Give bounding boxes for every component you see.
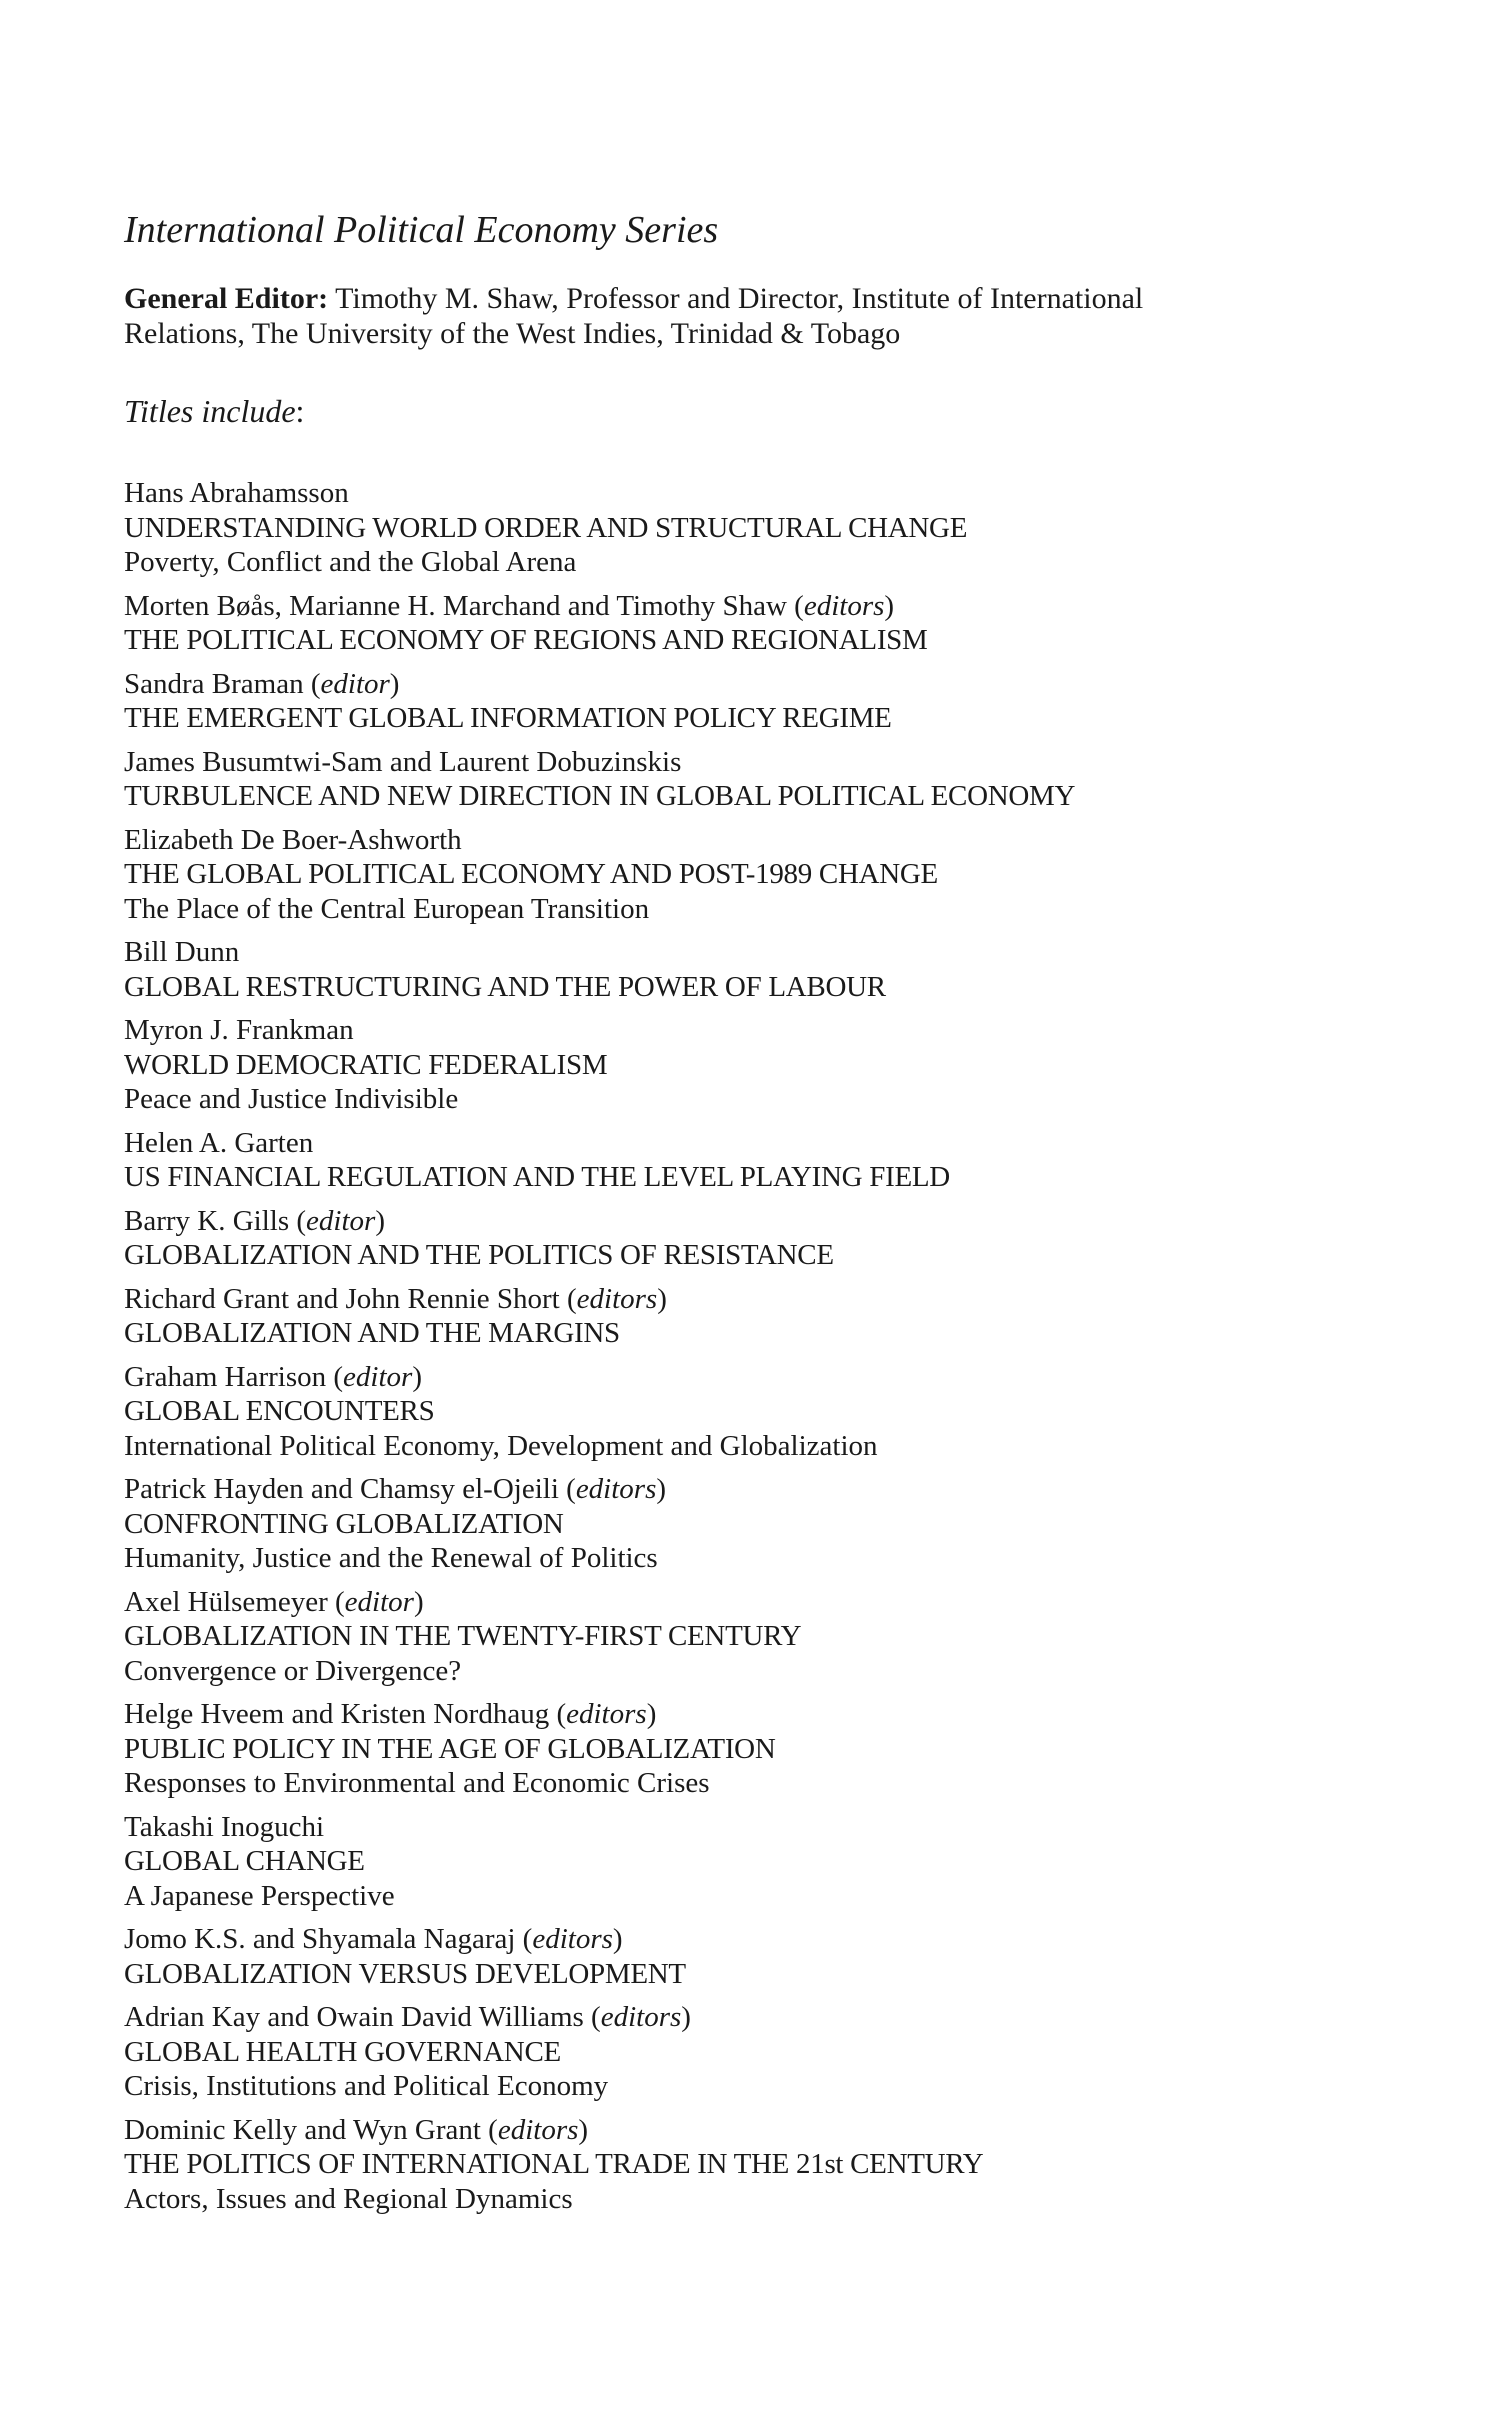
entry-author-line: Barry K. Gills (editor) (124, 1204, 385, 1237)
entry-title: GLOBAL RESTRUCTURING AND THE POWER OF LABOUR (124, 970, 886, 1003)
entry-title: THE POLITICAL ECONOMY OF REGIONS AND REGIONALISM (124, 624, 928, 656)
title-entry (124, 1472, 1324, 1576)
entry-editor-role: editor (344, 1585, 414, 1618)
entry-subtitle: Humanity, Justice and the Renewal of Politics (124, 1542, 658, 1574)
entry-title: GLOBALIZATION IN THE TWENTY-FIRST CENTURY (124, 1620, 802, 1652)
entry-author: Patrick Hayden and Chamsy el-Ojeili (124, 1473, 567, 1505)
entry-author: Jomo K.S. and Shyamala Nagaraj (124, 1923, 523, 1955)
titles-include-colon: : (295, 393, 305, 429)
entry-subtitle: A Japanese Perspective (124, 1879, 395, 1912)
general-editor-label: General Editor: (124, 282, 329, 315)
entry-title: WORLD DEMOCRATIC FEDERALISM (124, 1048, 608, 1081)
entry-title: US FINANCIAL REGULATION AND THE LEVEL PLAYING FIELD (124, 1161, 950, 1193)
entry-subtitle: Actors, Issues and Regional Dynamics (124, 2182, 573, 2215)
entry-editor-role: editor (343, 1360, 413, 1393)
entry-subtitle: Crisis, Institutions and Political Economy (124, 2070, 609, 2102)
title-entry (124, 745, 1324, 814)
entry-author: Morten Bøås, Marianne H. Marchand and Timothy Shaw (124, 589, 795, 622)
entry-editor-role: editor (306, 1204, 376, 1237)
entry-author-line: Morten Bøås, Marianne H. Marchand and Timothy Shaw (editors) (124, 589, 895, 622)
entry-author-line: Dominic Kelly and Wyn Grant (editors) (124, 2113, 589, 2146)
title-entry (124, 1204, 1324, 1273)
entry-title: GLOBALIZATION AND THE POLITICS OF RESISTANCE (124, 1239, 834, 1271)
entry-author: Dominic Kelly and Wyn Grant (124, 2113, 489, 2146)
entry-author: Richard Grant and John Rennie Short (124, 1282, 567, 1315)
entry-editor-role: editors (566, 1698, 647, 1730)
book-page (124, 205, 1324, 2225)
entry-author-line: Axel Hülsemeyer (editor) (124, 1585, 424, 1618)
entry-author: James Busumtwi-Sam and Laurent Dobuzinskis (124, 745, 682, 778)
title-entry (124, 1282, 1324, 1351)
entry-author-line: Richard Grant and John Rennie Short (editors) (124, 1282, 667, 1315)
entry-author: Barry K. Gills (124, 1204, 297, 1237)
entry-author: Helge Hveem and Kristen Nordhaug (124, 1698, 557, 1730)
titles-include-heading (124, 390, 1324, 432)
entry-author: Graham Harrison (124, 1360, 334, 1393)
entry-author-line: Helge Hveem and Kristen Nordhaug (editors) (124, 1698, 657, 1730)
title-entry (124, 1922, 1324, 1991)
entry-editor-role: editors (532, 1923, 613, 1955)
entry-author-line: Patrick Hayden and Chamsy el-Ojeili (editors) (124, 1473, 667, 1505)
title-entry (124, 935, 1324, 1004)
title-entry (124, 1126, 1324, 1195)
title-entry (124, 2000, 1324, 2104)
entry-author: Helen A. Garten (124, 1126, 314, 1159)
entry-editor-role: editors (600, 2001, 682, 2033)
entry-author: Adrian Kay and Owain David Williams (124, 2001, 592, 2033)
entry-subtitle: The Place of the Central European Transition (124, 892, 650, 925)
title-entry (124, 476, 1324, 580)
entry-author-line: Jomo K.S. and Shyamala Nagaraj (editors) (124, 1923, 623, 1955)
entry-author-line: Adrian Kay and Owain David Williams (editors) (124, 2001, 691, 2033)
entry-title: GLOBALIZATION VERSUS DEVELOPMENT (124, 1957, 686, 1990)
title-entry (124, 1360, 1324, 1464)
title-entry (124, 1697, 1324, 1801)
entry-title: GLOBALIZATION AND THE MARGINS (124, 1317, 620, 1349)
entry-subtitle: International Political Economy, Development and Globalization (124, 1429, 878, 1462)
entry-title: THE GLOBAL POLITICAL ECONOMY AND POST-1989 CHANGE (124, 858, 938, 890)
title-entry (124, 1013, 1324, 1117)
entry-author-line (124, 1810, 1324, 1845)
entry-author-line: Sandra Braman (editor) (124, 667, 400, 700)
entry-editor-role: editors (497, 2113, 579, 2146)
entry-title: GLOBAL CHANGE (124, 1845, 365, 1877)
entry-title: THE POLITICS OF INTERNATIONAL TRADE IN THE 21st CENTURY (124, 2148, 984, 2180)
entry-title: CONFRONTING GLOBALIZATION (124, 1507, 564, 1540)
entry-author-line (124, 823, 1324, 858)
title-entry (124, 2113, 1324, 2217)
entry-author-line (124, 1013, 1324, 1048)
entry-editor-role: editor (320, 667, 390, 700)
entry-title: UNDERSTANDING WORLD ORDER AND STRUCTURAL CHANGE (124, 511, 968, 544)
title-entry (124, 667, 1324, 736)
entry-title: PUBLIC POLICY IN THE AGE OF GLOBALIZATION (124, 1732, 776, 1765)
entry-editor-role: editors (575, 1473, 657, 1505)
series-title: International Political Economy Series (124, 209, 719, 251)
entry-author: Hans Abrahamsson (124, 477, 349, 509)
titles-list (124, 476, 1324, 2216)
general-editor-text-line1: Timothy M. Shaw, Professor and Director, Institute of International (328, 282, 1144, 315)
entry-author: Myron J. Frankman (124, 1014, 354, 1046)
entry-author: Bill Dunn (124, 936, 240, 968)
entry-author-line (124, 1126, 1324, 1161)
entry-subtitle: Peace and Justice Indivisible (124, 1083, 459, 1115)
title-entry (124, 589, 1324, 658)
entry-author-line: Graham Harrison (editor) (124, 1360, 422, 1393)
title-entry (124, 1810, 1324, 1914)
entry-author: Elizabeth De Boer-Ashworth (124, 823, 462, 856)
title-entry (124, 823, 1324, 927)
general-editor-statement (124, 281, 1324, 351)
entry-title: GLOBAL ENCOUNTERS (124, 1395, 435, 1427)
entry-subtitle: Responses to Environmental and Economic Crises (124, 1767, 710, 1799)
entry-subtitle: Convergence or Divergence? (124, 1654, 462, 1687)
entry-editor-role: editors (803, 589, 885, 622)
entry-author: Takashi Inoguchi (124, 1810, 325, 1843)
entry-author-line (124, 935, 1324, 970)
entry-author: Axel Hülsemeyer (124, 1585, 335, 1618)
entry-author: Sandra Braman (124, 667, 311, 700)
general-editor-text-line2: Relations, The University of the West Indies, Trinidad & Tobago (124, 317, 901, 350)
entry-title: GLOBAL HEALTH GOVERNANCE (124, 2035, 561, 2068)
entry-subtitle: Poverty, Conflict and the Global Arena (124, 546, 577, 578)
entry-author-line (124, 745, 1324, 780)
entry-title: THE EMERGENT GLOBAL INFORMATION POLICY REGIME (124, 702, 892, 734)
title-entry (124, 1585, 1324, 1689)
titles-include-text: Titles include (124, 393, 296, 429)
entry-title: TURBULENCE AND NEW DIRECTION IN GLOBAL POLITICAL ECONOMY (124, 780, 1076, 812)
entry-author-line (124, 476, 1324, 511)
entry-editor-role: editors (576, 1282, 658, 1315)
